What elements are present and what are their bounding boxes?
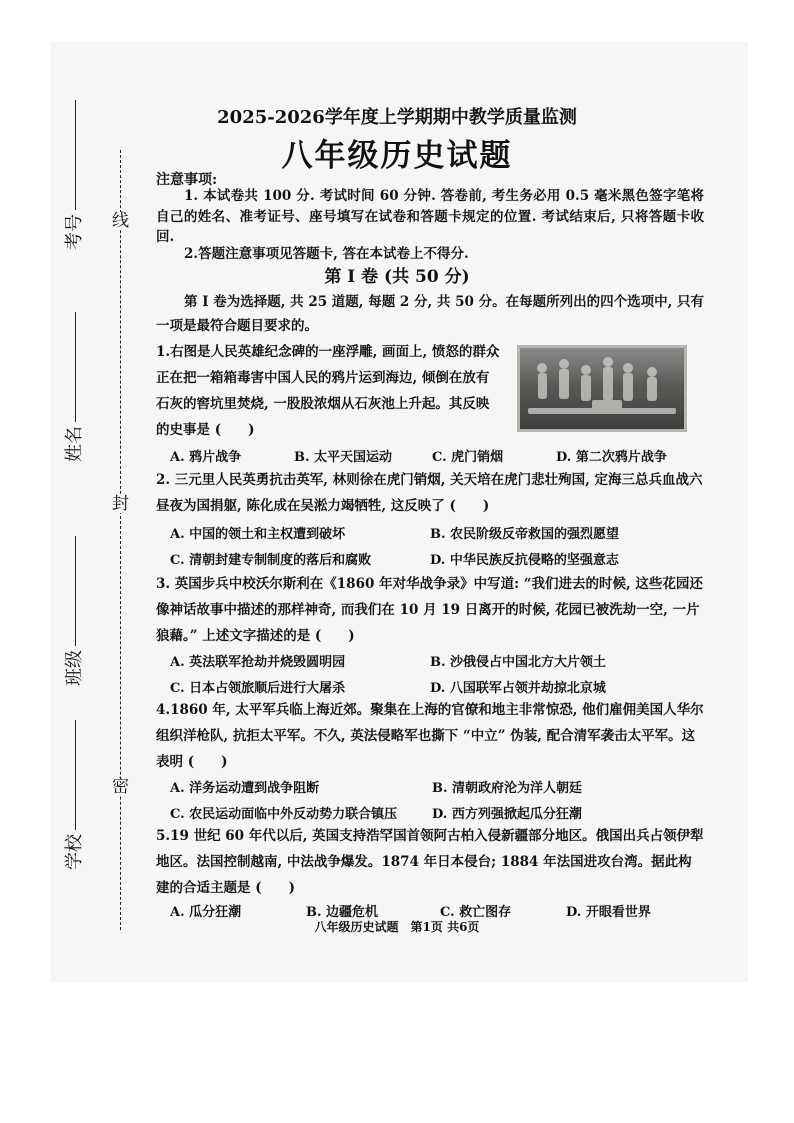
- question-3-option-c[interactable]: C. 日本占领旅顺后进行大屠杀: [170, 681, 346, 696]
- question-1-option-d[interactable]: D. 第二次鸦片战争: [556, 450, 667, 465]
- question-5-option-d[interactable]: D. 开眼看世界: [566, 905, 651, 920]
- binding-mark-seal: 封: [112, 494, 129, 514]
- question-5-option-a[interactable]: A. 瓜分狂潮: [170, 905, 242, 920]
- question-2-option-a[interactable]: A. 中国的领土和主权遭到破坏: [170, 527, 346, 542]
- question-4-option-c[interactable]: C. 农民运动面临中外反动势力联合镇压: [170, 807, 398, 822]
- question-5-option-b[interactable]: B. 边疆危机: [306, 905, 379, 920]
- section-instructions: 第 I 卷为选择题, 共 25 道题, 每题 2 分, 共 50 分。在每题所列出的四个选项中, 只有一项是最符合题目要求的。: [156, 294, 704, 334]
- question-1-text: 1.右图是人民英雄纪念碑的一座浮雕, 画面上, 愤怒的群众正在把一箱箱毒害中国人民的鸦片运到海边, 倾倒在放有石灰的窖坑里焚烧, 一股股浓烟从石灰池上升起。其反映的史事是 ( ): [156, 344, 500, 438]
- section-title: 第 I 卷 (共 50 分): [324, 267, 470, 287]
- question-4-option-d[interactable]: D. 西方列强掀起瓜分狂潮: [432, 807, 582, 822]
- field-name-blank[interactable]: [75, 312, 76, 422]
- subject-title: 八年级历史试题: [281, 138, 513, 174]
- notice-item-1: 1. 本试卷共 100 分. 考试时间 60 分钟. 答卷前, 考生务必用 0.5 毫米黑色签字笔将自己的姓名、准考证号、座号填写在试卷和答题卡规定的位置. 考试结束后, 只将答题卡收回.: [156, 188, 704, 245]
- question-3-option-a[interactable]: A. 英法联军抢劫并烧毁圆明园: [170, 655, 346, 670]
- binding-mark-secret: 密: [112, 777, 129, 797]
- question-1-option-a[interactable]: A. 鸦片战争: [170, 450, 242, 465]
- monument-relief-image: [517, 345, 687, 432]
- field-name: [60, 312, 86, 462]
- question-1-option-c[interactable]: C. 虎门销烟: [432, 450, 504, 465]
- question-3-text: 3. 英国步兵中校沃尔斯利在《1860 年对华战争录》中写道: “我们进去的时候, 这些花园还像神话故事中描述的那样神奇, 而我们在 10 月 19 日离开的时候, 花园已被洗劫一空, 一片狼藉。” 上述文字描述的是 ( ): [156, 576, 703, 644]
- question-3-option-b[interactable]: B. 沙俄侵占中国北方大片领土: [430, 655, 607, 670]
- question-4-option-b[interactable]: B. 清朝政府沦为洋人朝廷: [432, 781, 583, 796]
- field-school: [60, 720, 86, 870]
- field-class: [60, 536, 86, 686]
- notice-heading: 注意事项:: [156, 172, 218, 188]
- field-name-label: 姓名: [64, 426, 85, 462]
- question-5-text: 5.19 世纪 60 年代以后, 英国支持浩罕国首领阿古柏入侵新疆部分地区。俄国出兵占领伊犁地区。法国控制越南, 中法战争爆发。1874 年日本侵台; 1884 年法国进攻台湾。据此构建的合适主题是 ( ): [156, 828, 704, 896]
- field-class-label: 班级: [64, 650, 85, 686]
- relief-figures-icon: [520, 348, 684, 429]
- question-2-option-b[interactable]: B. 农民阶级反帝救国的强烈愿望: [430, 527, 620, 542]
- field-school-blank[interactable]: [75, 720, 76, 830]
- field-exam-number-label: 考号: [64, 214, 85, 250]
- binding-mark-line: 线: [112, 211, 129, 231]
- question-2-option-d[interactable]: D. 中华民族反抗侵略的坚强意志: [430, 553, 619, 568]
- page-footer: 八年级历史试题 第1页 共6页: [314, 920, 480, 934]
- field-school-label: 学校: [64, 834, 85, 870]
- question-3-option-d[interactable]: D. 八国联军占领并劫掠北京城: [430, 681, 606, 696]
- exam-title: 2025-2026学年度上学期期中教学质量监测: [217, 107, 577, 128]
- question-4-text: 4.1860 年, 太平军兵临上海近郊。聚集在上海的官僚和地主非常惊恐, 他们雇佣美国人华尔组织洋枪队, 抗拒太平军。不久, 英法侵略军也撕下 “中立” 伪装, 配合清军袭击太平军。这表明 ( ): [156, 702, 704, 770]
- field-class-blank[interactable]: [75, 536, 76, 646]
- question-2-text: 2. 三元里人民英勇抗击英军, 林则徐在虎门销烟, 关天培在虎门悲壮殉国, 定海三总兵血战六昼夜为国捐躯, 陈化成在吴淞力竭牺牲, 这反映了 ( ): [156, 472, 703, 514]
- notice-item-2: 2.答题注意事项见答题卡, 答在本试卷上不得分.: [184, 246, 469, 262]
- question-5-option-c[interactable]: C. 救亡图存: [440, 905, 512, 920]
- question-1-option-b[interactable]: B. 太平天国运动: [294, 450, 393, 465]
- question-2-option-c[interactable]: C. 清朝封建专制制度的落后和腐败: [170, 553, 372, 568]
- question-4-option-a[interactable]: A. 洋务运动遭到战争阻断: [170, 781, 320, 796]
